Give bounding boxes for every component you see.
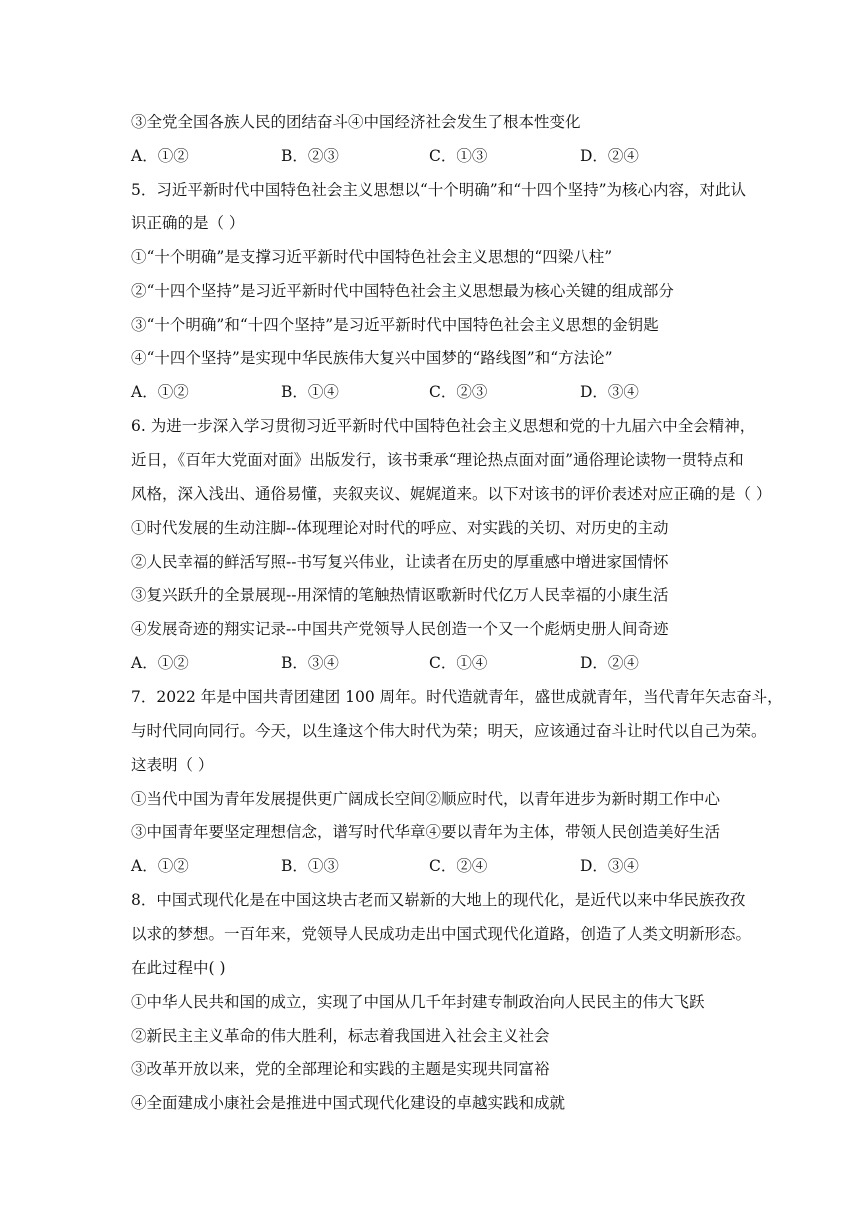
q7-option-b[interactable]: B．①③ xyxy=(281,857,339,875)
q7-option-a[interactable]: A．①② xyxy=(131,857,189,875)
q7-stem-line: 这表明（ ） xyxy=(131,756,214,774)
q7-stem-line: 7．2022 年是中国共青团建团 100 周年。时代造就青年，盛世成就青年，当代青年矢志奋斗， xyxy=(131,688,783,706)
q5-statement: ③“十个明确”和“十四个坚持”是习近平新时代中国特色社会主义思想的金钥匙 xyxy=(131,316,659,334)
q8-stem-line: 在此过程中( ) xyxy=(131,959,226,977)
q6-stem-line: 近日，《百年大党面对面》出版发行，该书秉承“理论热点面对面”通俗理论读物一贯特点和 xyxy=(131,451,744,469)
q6-option-c[interactable]: C．①④ xyxy=(429,654,488,672)
q8-statement: ②新民主主义革命的伟大胜利，标志着我国进入社会主义社会 xyxy=(131,1027,550,1045)
q5-option-d[interactable]: D．③④ xyxy=(580,383,639,401)
q5-option-a[interactable]: A．①② xyxy=(131,383,189,401)
q8-statement: ③改革开放以来，党的全部理论和实践的主题是实现共同富裕 xyxy=(131,1060,550,1078)
q6-statement: ③复兴跃升的全景展现--用深情的笔触热情讴歌新时代亿万人民幸福的小康生活 xyxy=(131,586,669,604)
q4-option-b[interactable]: B．②③ xyxy=(281,147,339,165)
q6-option-d[interactable]: D．②④ xyxy=(580,654,639,672)
q5-stem-line: 识正确的是（ ） xyxy=(131,214,245,232)
q7-option-d[interactable]: D．③④ xyxy=(580,857,639,875)
q7-statement: ①当代中国为青年发展提供更广阔成长空间②顺应时代，以青年进步为新时期工作中心 xyxy=(131,790,721,808)
q8-stem-line: 以求的梦想。一百年来，党领导人民成功走出中国式现代化道路，创造了人类文明新形态。 xyxy=(131,925,752,943)
q7-statement: ③中国青年要坚定理想信念，谱写时代华章④要以青年为主体，带领人民创造美好生活 xyxy=(131,823,721,841)
q6-stem-line: 6. 为进一步深入学习贯彻习近平新时代中国特色社会主义思想和党的十九届六中全会精神， xyxy=(131,417,756,435)
q5-option-b[interactable]: B．①④ xyxy=(281,383,339,401)
q4-statement-tail: ③全党全国各族人民的团结奋斗④中国经济社会发生了根本性变化 xyxy=(131,113,581,131)
q5-statement: ④“十四个坚持”是实现中华民族伟大复兴中国梦的“路线图”和“方法论” xyxy=(131,349,613,367)
q8-stem-line: 8．中国式现代化是在中国这块古老而又崭新的大地上的现代化，是近代以来中华民族孜孜 xyxy=(131,891,746,909)
q5-statement: ①“十个明确”是支撑习近平新时代中国特色社会主义思想的“四梁八柱” xyxy=(131,248,613,266)
q7-stem-line: 与时代同向同行。今天，以生逢这个伟大时代为荣；明天，应该通过奋斗让时代以自己为荣。 xyxy=(131,722,767,740)
q6-statement: ①时代发展的生动注脚--体现理论对时代的呼应、对实践的关切、对历史的主动 xyxy=(131,519,669,537)
q6-statement: ④发展奇迹的翔实记录--中国共产党领导人民创造一个又一个彪炳史册人间奇迹 xyxy=(131,620,669,638)
q5-stem-line: 5．习近平新时代中国特色社会主义思想以“十个明确”和“十四个坚持”为核心内容，对此认 xyxy=(131,181,747,199)
q6-option-b[interactable]: B．③④ xyxy=(281,654,339,672)
q4-option-c[interactable]: C．①③ xyxy=(429,147,488,165)
q4-option-a[interactable]: A．①② xyxy=(131,147,189,165)
q6-stem-line: 风格，深入浅出、通俗易懂，夹叙夹议、娓娓道来。以下对该书的评价表述对应正确的是（ ） xyxy=(131,485,772,503)
q8-statement: ④全面建成小康社会是推进中国式现代化建设的卓越实践和成就 xyxy=(131,1094,566,1112)
q8-statement: ①中华人民共和国的成立，实现了中国从几千年封建专制政治向人民民主的伟大飞跃 xyxy=(131,993,705,1011)
q5-option-c[interactable]: C．②③ xyxy=(429,383,488,401)
q6-option-a[interactable]: A．①② xyxy=(131,654,189,672)
q4-option-d[interactable]: D．②④ xyxy=(580,147,639,165)
q5-statement: ②“十四个坚持”是习近平新时代中国特色社会主义思想最为核心关键的组成部分 xyxy=(131,282,674,300)
q7-option-c[interactable]: C．②④ xyxy=(429,857,488,875)
q6-statement: ②人民幸福的鲜活写照--书写复兴伟业，让读者在历史的厚重感中增进家国情怀 xyxy=(131,553,669,571)
